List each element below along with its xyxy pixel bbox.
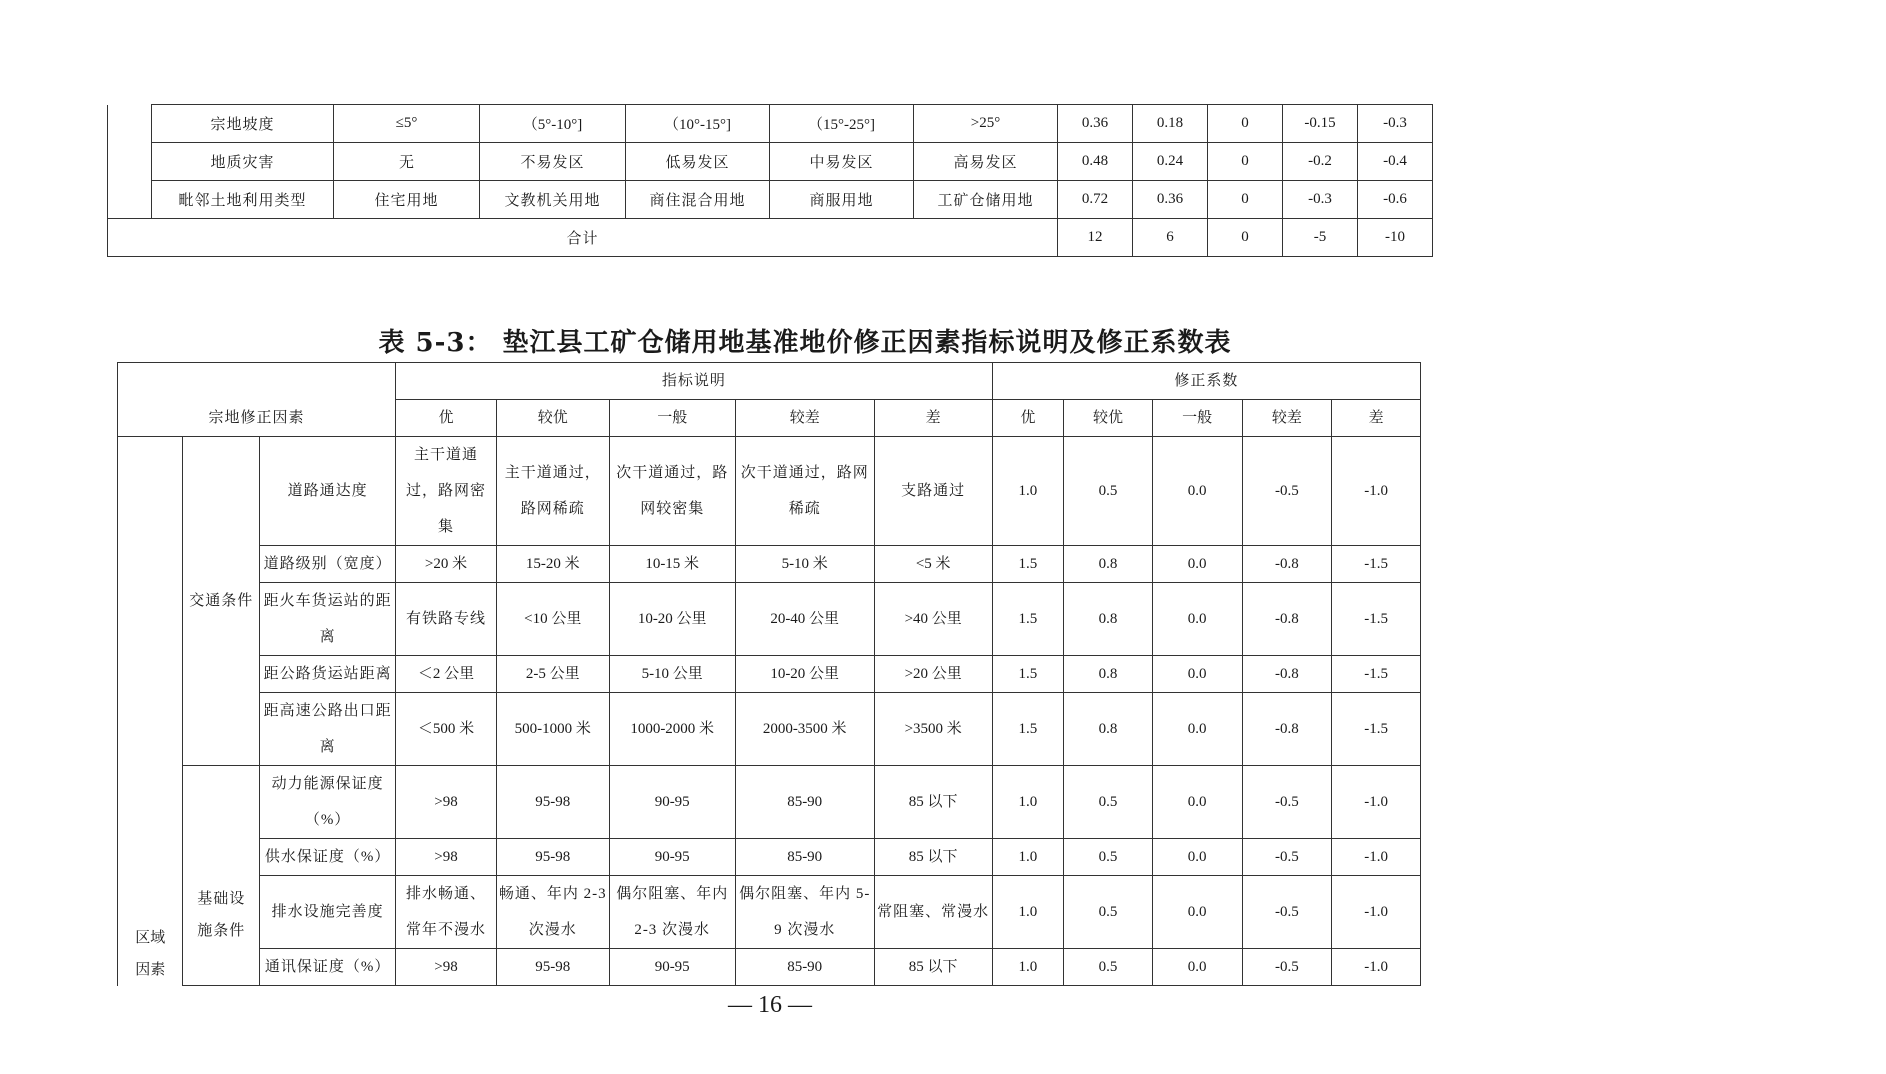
coef-cell: 0.0 <box>1152 437 1242 546</box>
coef-cell: 1.0 <box>992 949 1064 986</box>
level-cell: 85-90 <box>735 949 874 986</box>
level-cell: 2-5 公里 <box>496 656 609 693</box>
coef-cell: -0.8 <box>1242 583 1332 656</box>
table-row <box>118 656 1421 693</box>
coef-cell: 1.5 <box>992 693 1064 766</box>
coef-cell: 0.0 <box>1152 546 1242 583</box>
coef-cell: -1.0 <box>1332 839 1421 876</box>
level-cell: 500-1000 米 <box>496 693 609 766</box>
coef-cell: -5 <box>1283 219 1358 257</box>
coef-cell: -0.6 <box>1358 181 1433 219</box>
level-cell: 85 以下 <box>874 839 992 876</box>
table-row <box>108 181 1433 219</box>
factor-label: 通讯保证度（%） <box>260 949 396 986</box>
coef-cell: -0.5 <box>1242 839 1332 876</box>
coef-cell: -1.0 <box>1332 876 1421 949</box>
level-cell: 20-40 公里 <box>735 583 874 656</box>
coef-cell: -1.5 <box>1332 583 1421 656</box>
level-header: 一般 <box>609 400 735 437</box>
coef-cell: 0.36 <box>1058 105 1133 143</box>
coef-cell: -0.2 <box>1283 143 1358 181</box>
coef-cell: 0.0 <box>1152 876 1242 949</box>
factor-label: 道路级别（宽度） <box>260 546 396 583</box>
level-cell: 商服用地 <box>770 181 914 219</box>
factor-label: 道路通达度 <box>260 437 396 546</box>
level-cell: 商住混合用地 <box>626 181 770 219</box>
level-cell: 15-20 米 <box>496 546 609 583</box>
coef-cell: 0.0 <box>1152 766 1242 839</box>
level-cell: 90-95 <box>609 949 735 986</box>
page-number: — 16 — <box>728 992 812 1018</box>
coef-cell: 0.0 <box>1152 656 1242 693</box>
level-cell: 工矿仓储用地 <box>914 181 1058 219</box>
region-factor-cell <box>118 437 183 986</box>
level-cell: 10-20 公里 <box>735 656 874 693</box>
level-cell: 有铁路专线 <box>396 583 497 656</box>
table-row <box>118 949 1421 986</box>
level-cell: >20 米 <box>396 546 497 583</box>
coef-cell: 0 <box>1208 219 1283 257</box>
level-cell: 90-95 <box>609 766 735 839</box>
coef-cell: 0.5 <box>1064 766 1153 839</box>
level-cell: 主干道通过，路网稀疏 <box>496 437 609 546</box>
level-cell: >98 <box>396 949 497 986</box>
coef-cell: -1.0 <box>1332 766 1421 839</box>
level-header: 较优 <box>496 400 609 437</box>
level-cell: >25° <box>914 105 1058 143</box>
level-cell: 95-98 <box>496 949 609 986</box>
factor-label: 距火车货运站的距离 <box>260 583 396 656</box>
correction-factor-table <box>117 362 1421 986</box>
total-row <box>108 219 1433 257</box>
level-cell: 文教机关用地 <box>480 181 626 219</box>
level-cell: >98 <box>396 766 497 839</box>
level-cell: 畅通、年内 2-3 次漫水 <box>496 876 609 949</box>
level-header: 差 <box>874 400 992 437</box>
level-cell: 偶尔阻塞、年内 2-3 次漫水 <box>609 876 735 949</box>
coef-cell: -0.5 <box>1242 949 1332 986</box>
level-cell: 5-10 公里 <box>609 656 735 693</box>
total-label: 合计 <box>108 219 1058 257</box>
level-cell: 支路通过 <box>874 437 992 546</box>
coef-cell: -1.5 <box>1332 693 1421 766</box>
coef-cell: -1.0 <box>1332 437 1421 546</box>
level-cell: ≤5° <box>334 105 480 143</box>
coef-cell: 0.8 <box>1064 583 1153 656</box>
corner-header: 宗地修正因素 <box>118 363 396 437</box>
coef-cell: 0 <box>1208 143 1283 181</box>
coef-cell: 0.0 <box>1152 583 1242 656</box>
coef-cell: 0.0 <box>1152 693 1242 766</box>
factor-label: 排水设施完善度 <box>260 876 396 949</box>
level-cell: 中易发区 <box>770 143 914 181</box>
region-label-line: 因素 <box>135 961 166 978</box>
coef-cell: -0.5 <box>1242 876 1332 949</box>
level-header: 较差 <box>1242 400 1332 437</box>
coef-cell: -1.0 <box>1332 949 1421 986</box>
level-cell: ＜2 公里 <box>396 656 497 693</box>
coef-cell: 1.0 <box>992 766 1064 839</box>
coef-cell: 0.5 <box>1064 839 1153 876</box>
level-cell: 住宅用地 <box>334 181 480 219</box>
level-cell: 5-10 米 <box>735 546 874 583</box>
level-header: 优 <box>992 400 1064 437</box>
coef-cell: 0.5 <box>1064 949 1153 986</box>
level-cell: 2000-3500 米 <box>735 693 874 766</box>
group-label-text: 基础设施条件 <box>197 891 246 939</box>
coef-cell: 0 <box>1208 181 1283 219</box>
indicator-header: 指标说明 <box>396 363 993 400</box>
coef-cell: 0.5 <box>1064 876 1153 949</box>
level-cell: 次干道通过，路网较密集 <box>609 437 735 546</box>
level-header: 优 <box>396 400 497 437</box>
level-cell: （15°-25°] <box>770 105 914 143</box>
coef-cell: 0.24 <box>1133 143 1208 181</box>
table-row <box>118 693 1421 766</box>
level-cell: 高易发区 <box>914 143 1058 181</box>
coef-cell: 12 <box>1058 219 1133 257</box>
level-cell: 85 以下 <box>874 949 992 986</box>
level-cell: >3500 米 <box>874 693 992 766</box>
level-cell: 常阻塞、常漫水 <box>874 876 992 949</box>
coef-cell: 0.5 <box>1064 437 1153 546</box>
level-cell: 1000-2000 米 <box>609 693 735 766</box>
coef-cell: -0.15 <box>1283 105 1358 143</box>
level-cell: ＜500 米 <box>396 693 497 766</box>
coef-cell: -0.5 <box>1242 437 1332 546</box>
table-row <box>118 546 1421 583</box>
coef-cell: 0.18 <box>1133 105 1208 143</box>
coef-cell: 1.0 <box>992 876 1064 949</box>
coef-cell: 0.0 <box>1152 949 1242 986</box>
coef-cell: 1.5 <box>992 656 1064 693</box>
coef-cell: -0.3 <box>1358 105 1433 143</box>
region-label-line: 区域 <box>135 929 166 946</box>
level-cell: 不易发区 <box>480 143 626 181</box>
level-cell: 85 以下 <box>874 766 992 839</box>
level-cell: >98 <box>396 839 497 876</box>
coef-cell: -0.8 <box>1242 693 1332 766</box>
factor-label: 地质灾害 <box>152 143 334 181</box>
coef-cell: 0.8 <box>1064 693 1153 766</box>
level-cell: 10-20 公里 <box>609 583 735 656</box>
coef-cell: -0.8 <box>1242 656 1332 693</box>
level-header: 较优 <box>1064 400 1153 437</box>
group-label <box>183 766 260 986</box>
level-cell: 低易发区 <box>626 143 770 181</box>
level-cell: 85-90 <box>735 839 874 876</box>
table-row <box>118 876 1421 949</box>
level-cell: 95-98 <box>496 766 609 839</box>
coef-cell: -1.5 <box>1332 656 1421 693</box>
level-cell: （10°-15°] <box>626 105 770 143</box>
level-cell: 主干道通过，路网密集 <box>396 437 497 546</box>
level-cell: 无 <box>334 143 480 181</box>
coef-cell: 0.0 <box>1152 839 1242 876</box>
table-row <box>118 766 1421 839</box>
coef-cell: 0 <box>1208 105 1283 143</box>
table-row <box>108 105 1433 143</box>
coef-cell: -0.5 <box>1242 766 1332 839</box>
coef-cell: -1.5 <box>1332 546 1421 583</box>
level-cell: （5°-10°] <box>480 105 626 143</box>
blank-cell <box>108 105 152 219</box>
table-row <box>108 143 1433 181</box>
level-cell: 90-95 <box>609 839 735 876</box>
coef-cell: 1.0 <box>992 839 1064 876</box>
coef-cell: 0.48 <box>1058 143 1133 181</box>
header-row <box>118 363 1421 400</box>
coef-cell: -0.8 <box>1242 546 1332 583</box>
factor-label: 动力能源保证度（%） <box>260 766 396 839</box>
coef-cell: 1.5 <box>992 583 1064 656</box>
level-cell: 85-90 <box>735 766 874 839</box>
coef-cell: -10 <box>1358 219 1433 257</box>
coef-cell: -0.3 <box>1283 181 1358 219</box>
level-cell: 95-98 <box>496 839 609 876</box>
factor-label: 供水保证度（%） <box>260 839 396 876</box>
level-cell: <10 公里 <box>496 583 609 656</box>
continued-factor-table <box>107 104 1433 257</box>
table-row <box>118 839 1421 876</box>
level-cell: 排水畅通、常年不漫水 <box>396 876 497 949</box>
level-header: 差 <box>1332 400 1421 437</box>
level-cell: >40 公里 <box>874 583 992 656</box>
coef-header: 修正系数 <box>992 363 1420 400</box>
level-cell: 次干道通过，路网稀疏 <box>735 437 874 546</box>
factor-label: 距公路货运站距离 <box>260 656 396 693</box>
table-title: 表 5-3： 垫江县工矿仓储用地基准地价修正因素指标说明及修正系数表 <box>378 328 1232 358</box>
factor-label: 距高速公路出口距离 <box>260 693 396 766</box>
coef-cell: 0.72 <box>1058 181 1133 219</box>
coef-cell: 1.0 <box>992 437 1064 546</box>
level-cell: <5 米 <box>874 546 992 583</box>
coef-cell: 0.36 <box>1133 181 1208 219</box>
coef-cell: 1.5 <box>992 546 1064 583</box>
level-cell: 10-15 米 <box>609 546 735 583</box>
level-cell: 偶尔阻塞、年内 5-9 次漫水 <box>735 876 874 949</box>
level-header: 一般 <box>1152 400 1242 437</box>
level-header: 较差 <box>735 400 874 437</box>
factor-label: 毗邻土地利用类型 <box>152 181 334 219</box>
group-label: 交通条件 <box>183 437 260 766</box>
table-row <box>118 583 1421 656</box>
coef-cell: 0.8 <box>1064 546 1153 583</box>
coef-cell: 6 <box>1133 219 1208 257</box>
factor-label: 宗地坡度 <box>152 105 334 143</box>
table-row <box>118 437 1421 546</box>
coef-cell: 0.8 <box>1064 656 1153 693</box>
coef-cell: -0.4 <box>1358 143 1433 181</box>
level-cell: >20 公里 <box>874 656 992 693</box>
